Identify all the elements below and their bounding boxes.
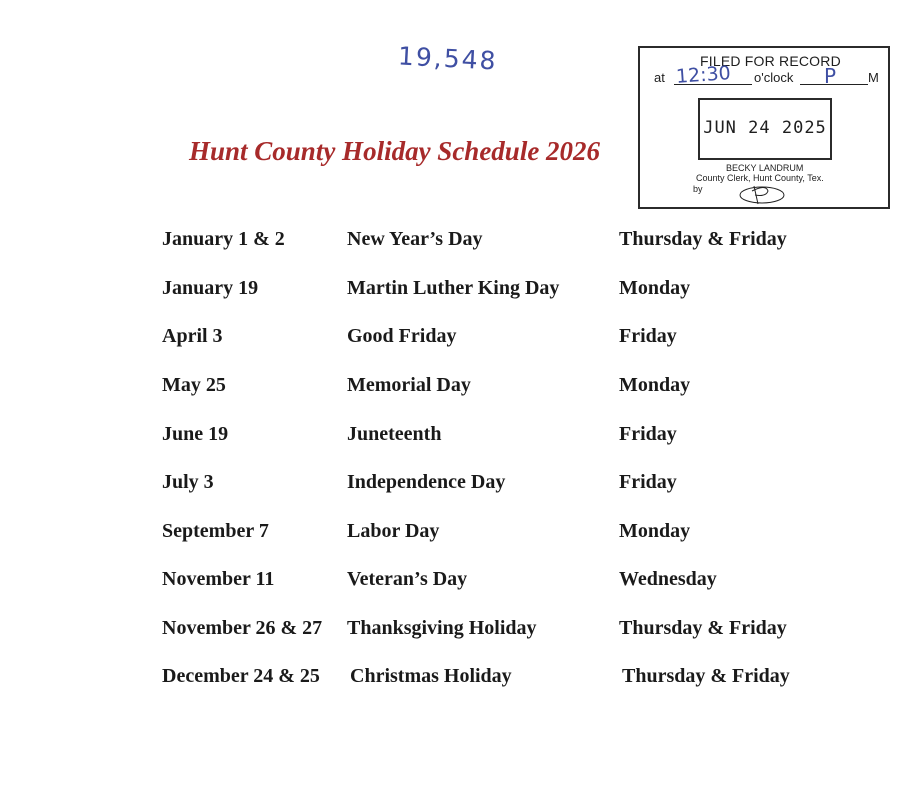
holiday-name: Independence Day (347, 471, 506, 493)
stamp-at-label: at (654, 70, 665, 85)
holiday-name: Veteran’s Day (347, 568, 468, 590)
stamp-date: JUN 24 2025 (703, 118, 827, 138)
page-title: Hunt County Holiday Schedule 2026 (189, 136, 601, 166)
holiday-date: November 11 (162, 568, 275, 590)
stamp-oclock-label: o'clock (754, 70, 794, 85)
holiday-row (0, 568, 912, 598)
holiday-weekday: Monday (619, 277, 691, 299)
holiday-date: September 7 (162, 520, 269, 542)
handwritten-document-number: 19,548 (397, 41, 499, 76)
holiday-name: Thanksgiving Holiday (347, 617, 537, 639)
holiday-date: April 3 (162, 325, 223, 347)
holiday-row (0, 277, 912, 307)
holiday-date: December 24 & 25 (162, 665, 320, 687)
holiday-name: Juneteenth (347, 423, 442, 445)
holiday-name: Memorial Day (347, 374, 471, 396)
holiday-date: January 19 (162, 277, 259, 299)
holiday-weekday: Thursday & Friday (619, 228, 787, 250)
holiday-weekday: Thursday & Friday (622, 665, 790, 687)
holiday-weekday: Friday (619, 325, 677, 347)
holiday-weekday: Monday (619, 520, 691, 542)
stamp-heading: FILED FOR RECORD (700, 53, 841, 69)
holiday-date: January 1 & 2 (162, 228, 285, 250)
holiday-weekday: Wednesday (619, 568, 717, 590)
stamp-handwritten-time: 12:30 (675, 62, 732, 88)
holiday-weekday: Monday (619, 374, 691, 396)
holiday-weekday: Friday (619, 423, 677, 445)
holiday-date: June 19 (162, 423, 229, 445)
stamp-m-label: M (868, 70, 879, 85)
holiday-row (0, 665, 912, 695)
stamp-clerk-name: BECKY LANDRUM (726, 163, 804, 173)
holiday-row (0, 228, 912, 258)
holiday-row (0, 423, 912, 453)
holiday-row (0, 471, 912, 501)
stamp-by-label: by (693, 184, 703, 194)
holiday-name: Christmas Holiday (350, 665, 512, 687)
stamp-handwritten-ampm: P (824, 64, 837, 88)
holiday-date: July 3 (162, 471, 214, 493)
holiday-name: Labor Day (347, 520, 440, 542)
stamp-clerk-title: County Clerk, Hunt County, Tex. (696, 173, 824, 183)
holiday-name: Good Friday (347, 325, 457, 347)
holiday-row (0, 374, 912, 404)
holiday-name: Martin Luther King Day (347, 277, 560, 299)
holiday-date: May 25 (162, 374, 226, 396)
holiday-row (0, 520, 912, 550)
holiday-row (0, 617, 912, 647)
holiday-date: November 26 & 27 (162, 617, 323, 639)
holiday-name: New Year’s Day (347, 228, 483, 250)
holiday-weekday: Friday (619, 471, 677, 493)
holiday-row (0, 325, 912, 355)
holiday-weekday: Thursday & Friday (619, 617, 787, 639)
